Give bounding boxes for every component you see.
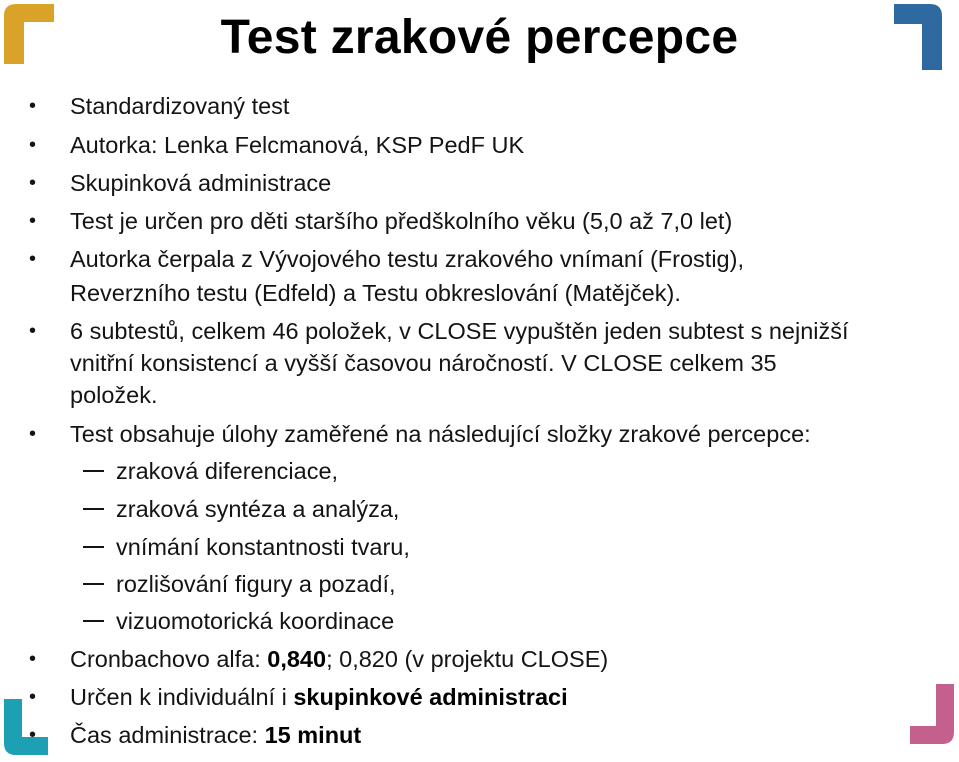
bullet-marker: • bbox=[29, 248, 37, 270]
dash-marker bbox=[83, 508, 104, 510]
bullet-item bbox=[29, 721, 362, 749]
bullet-text: Standardizovaný test bbox=[70, 93, 290, 119]
bullet-item bbox=[29, 245, 744, 273]
bullet-item bbox=[29, 169, 332, 197]
bullet-marker: • bbox=[29, 172, 37, 194]
bullet-marker: • bbox=[29, 686, 37, 708]
dash-marker bbox=[83, 620, 104, 622]
bullet-item bbox=[29, 317, 849, 345]
dash-marker bbox=[83, 583, 104, 585]
bullet-marker: • bbox=[29, 648, 37, 670]
corner-bottom-right-shape bbox=[910, 684, 954, 744]
cronbach-suffix: ; 0,820 (v projektu CLOSE) bbox=[326, 646, 609, 672]
bullet-text: Test je určen pro děti staršího předškolního věku (5,0 až 7,0 let) bbox=[70, 208, 733, 234]
bullet-text: Skupinková administrace bbox=[70, 170, 332, 196]
slide-title: Test zrakové percepce bbox=[220, 11, 739, 64]
bullet-marker: • bbox=[29, 95, 37, 117]
cronbach-value: 0,840 bbox=[267, 646, 327, 672]
bullet-marker: • bbox=[29, 134, 37, 156]
bullet-text-line: položek. bbox=[70, 382, 158, 408]
bullet-text: Test obsahuje úlohy zaměřené na následující složky zrakové percepce: bbox=[70, 421, 811, 447]
cronbach-prefix: Cronbachovo alfa: bbox=[70, 646, 268, 672]
corner-decoration-bottom-right bbox=[900, 680, 959, 750]
bullet-item bbox=[29, 420, 811, 448]
bullet-text-line: 6 subtestů, celkem 46 položek, v CLOSE vypuštěn jeden subtest s nejnižší bbox=[70, 318, 849, 344]
bullet-item bbox=[29, 131, 525, 159]
sub-item-text: rozlišování figury a pozadí, bbox=[116, 571, 396, 597]
sub-item-text: vizuomotorická koordinace bbox=[116, 608, 395, 634]
bullet-item bbox=[29, 683, 568, 711]
bullet-marker: • bbox=[29, 210, 37, 232]
bullet-marker: • bbox=[29, 320, 37, 342]
bullet-marker: • bbox=[29, 423, 37, 445]
sub-item-text: zraková diferenciace, bbox=[116, 458, 339, 484]
bullet-text-line: Autorka čerpala z Vývojového testu zrakového vnímaní (Frostig), bbox=[70, 246, 744, 272]
time-prefix: Čas administrace: bbox=[70, 722, 265, 748]
bullet-continuation bbox=[70, 279, 681, 307]
individual-prefix: Určen k individuální i bbox=[70, 684, 294, 710]
sub-item bbox=[116, 495, 399, 523]
bullet-text-line: vnitřní konsistencí a vyšší časovou náročností. V CLOSE celkem 35 bbox=[70, 350, 777, 376]
sub-item-text: vnímání konstantnosti tvaru, bbox=[116, 534, 410, 560]
bullet-text-line: Reverzního testu (Edfeld) a Testu obkreslování (Matějček). bbox=[70, 280, 681, 306]
bullet-text: Autorka: Lenka Felcmanová, KSP PedF UK bbox=[70, 132, 525, 158]
bullet-item bbox=[29, 207, 733, 235]
sub-item bbox=[116, 533, 410, 561]
sub-item bbox=[116, 570, 396, 598]
bullet-continuation bbox=[70, 349, 777, 377]
sub-item bbox=[116, 457, 338, 485]
sub-item bbox=[116, 607, 394, 635]
sub-item-text: zraková syntéza a analýza, bbox=[116, 496, 400, 522]
individual-bold: skupinkové administraci bbox=[293, 684, 568, 710]
dash-marker bbox=[83, 546, 104, 548]
dash-marker bbox=[83, 470, 104, 472]
bullet-item bbox=[29, 645, 609, 673]
corner-bottom-left-shape bbox=[4, 699, 48, 755]
bullet-marker: • bbox=[29, 724, 37, 746]
bullet-continuation bbox=[70, 381, 158, 409]
bullet-item bbox=[29, 92, 290, 120]
time-value: 15 minut bbox=[264, 722, 362, 748]
